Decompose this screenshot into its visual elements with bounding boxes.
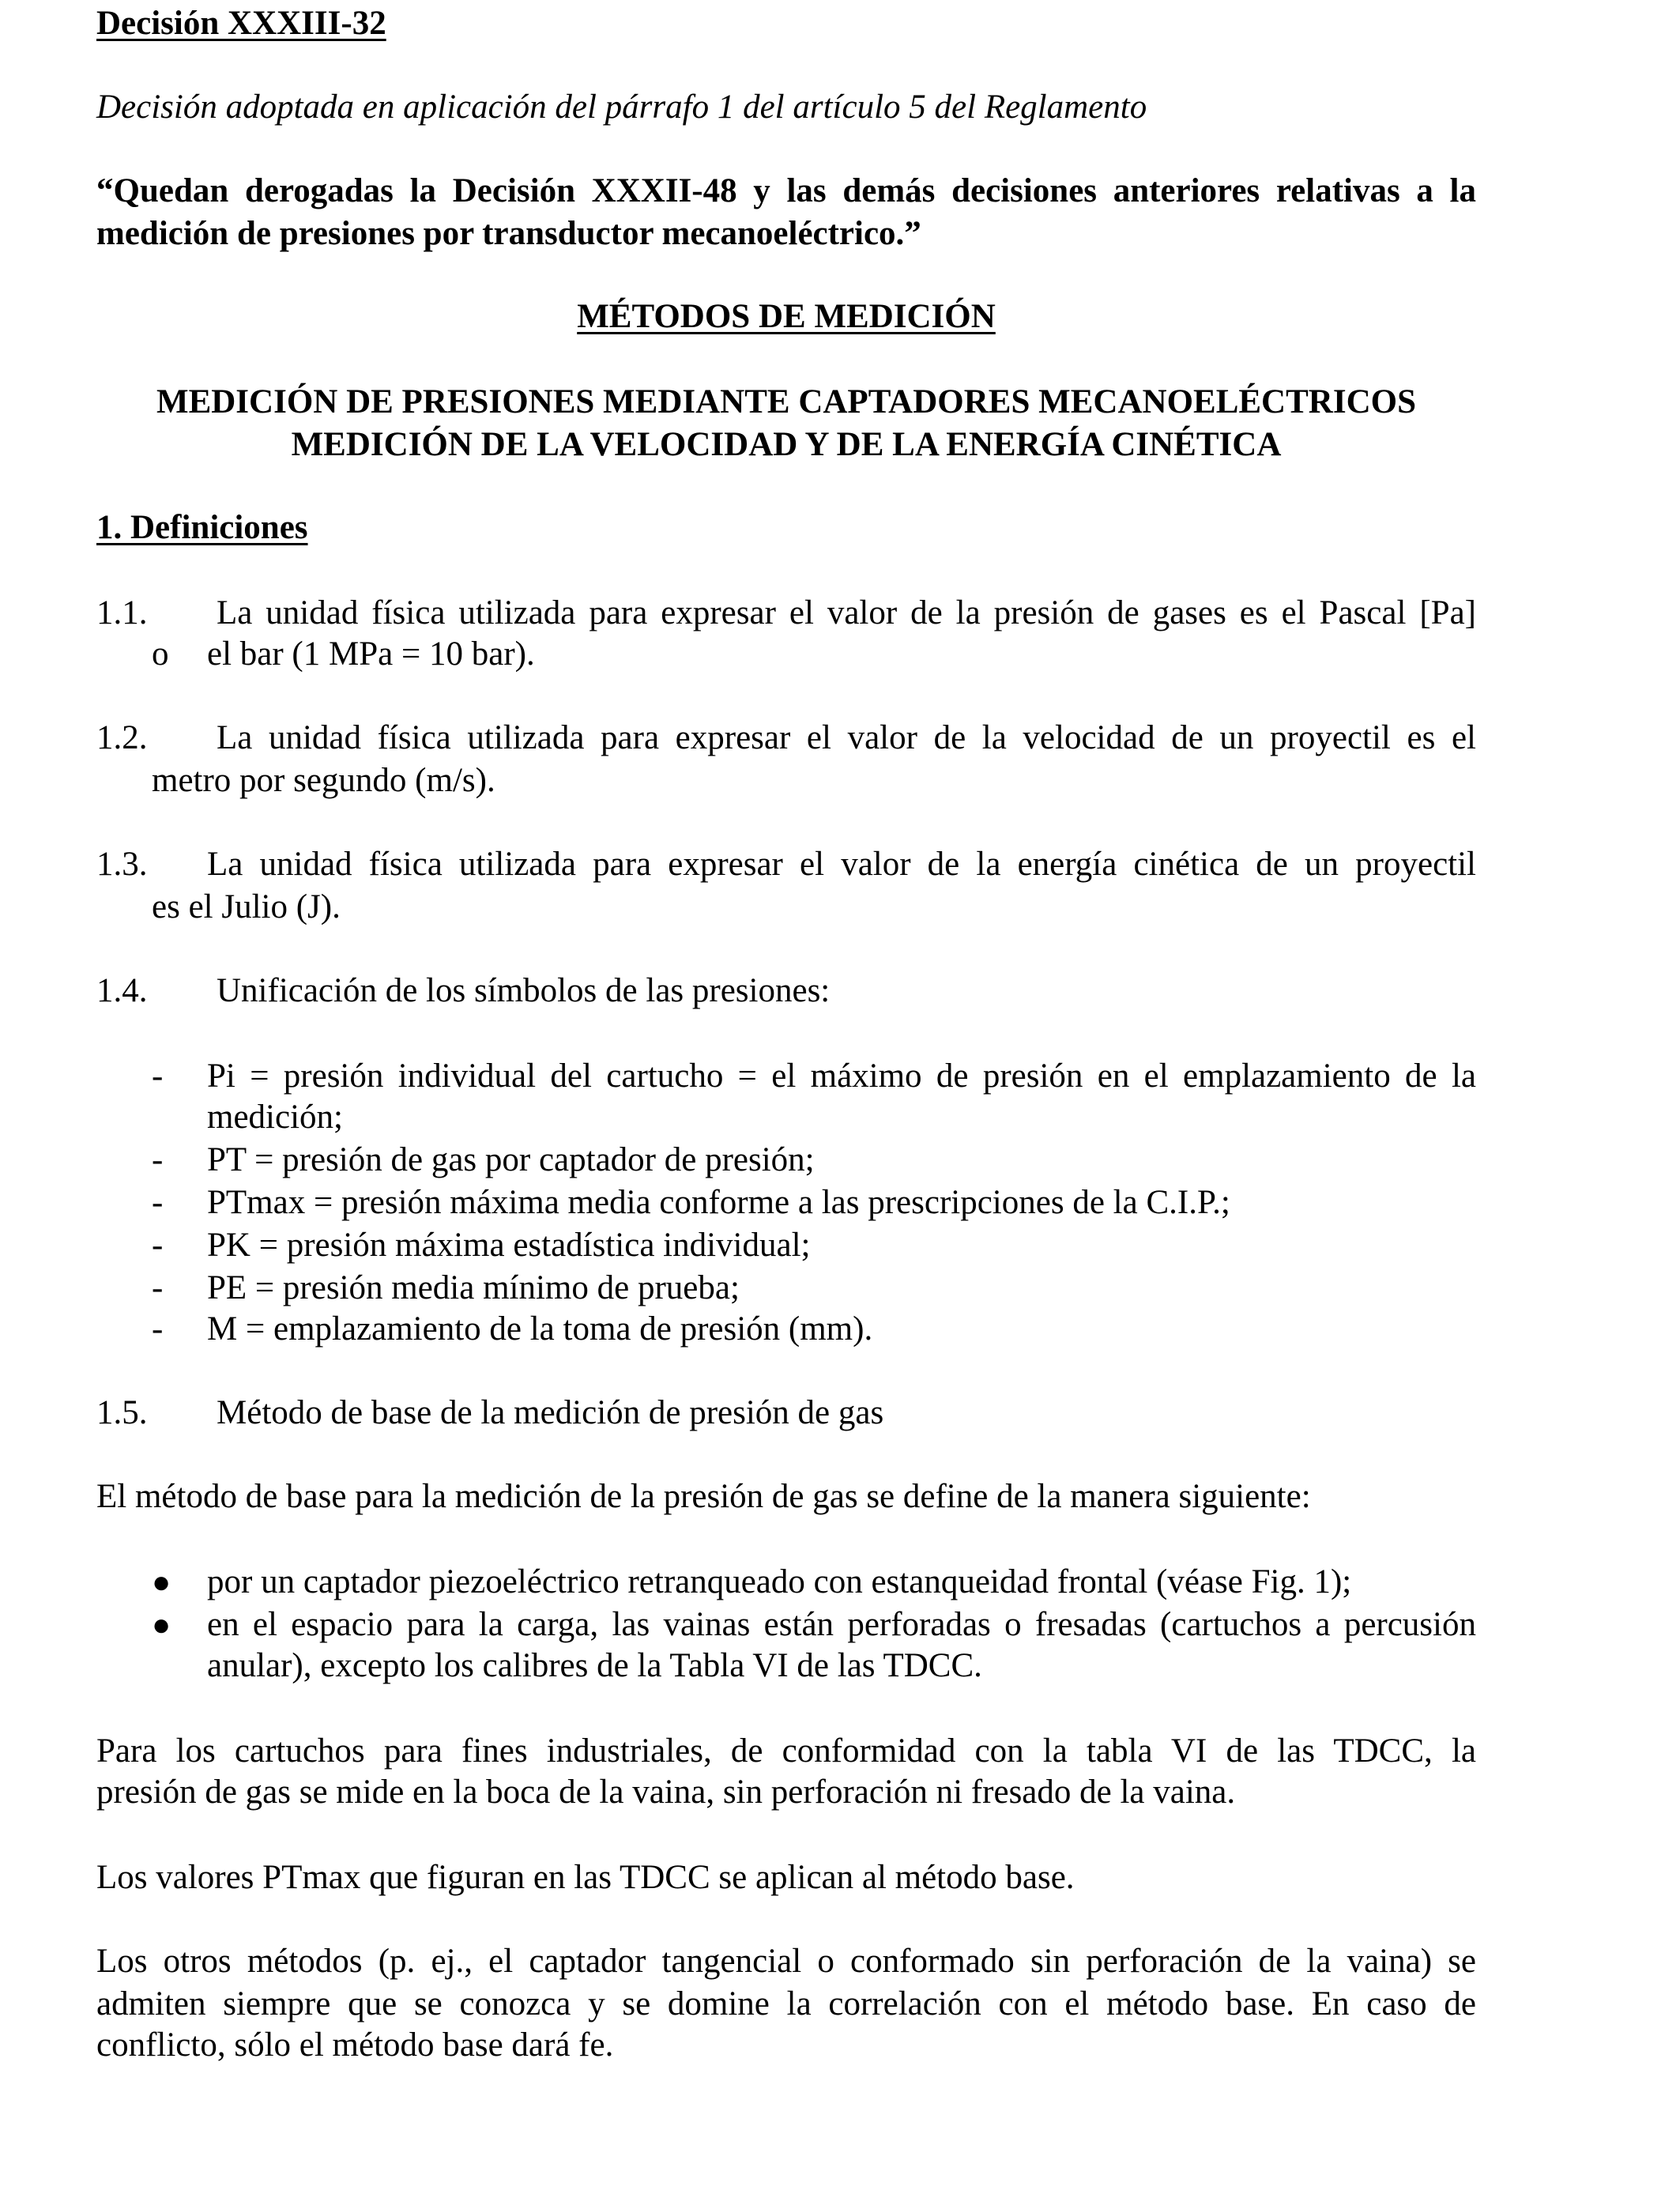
- bullet-icon: ●: [152, 1607, 171, 1642]
- paragraph-1-2-continuation: metro por segundo (m/s).: [152, 762, 495, 799]
- paragraph-text: La unidad física utilizada para expresar el valor de la velocidad de un proyectil es el: [217, 719, 1476, 756]
- list-item-text: M = emplazamiento de la toma de presión (mm).: [207, 1310, 873, 1348]
- section-heading-definitions: 1. Definiciones: [96, 509, 308, 546]
- decision-heading: Decisión XXXIII-32: [96, 5, 386, 42]
- paragraph-number: 1.2.: [96, 719, 148, 756]
- methods-subtitle-line2: MEDICIÓN DE LA VELOCIDAD Y DE LA ENERGÍA CINÉTICA: [291, 426, 1282, 463]
- paragraph-text: La unidad física utilizada para expresar el valor de la energía cinética de un proyectil: [207, 846, 1476, 883]
- decision-subtitle: Decisión adoptada en aplicación del párrafo 1 del artículo 5 del Reglamento: [96, 89, 1147, 126]
- industrial-paragraph-line1: Para los cartuchos para fines industriales, de conformidad con la tabla VI de las TDCC, la: [96, 1732, 1476, 1770]
- dash-marker: -: [152, 1310, 164, 1348]
- list-item-text: por un captador piezoeléctrico retranqueado con estanqueidad frontal (véase Fig. 1);: [207, 1563, 1352, 1600]
- base-method-intro: El método de base para la medición de la presión de gas se define de la manera siguiente:: [96, 1478, 1311, 1515]
- paragraph-text: Unificación de los símbolos de las presiones:: [217, 972, 831, 1009]
- paragraph-text: La unidad física utilizada para expresar el valor de la presión de gases es el Pascal [Pa]: [217, 594, 1476, 631]
- paragraph-number: 1.5.: [96, 1394, 148, 1431]
- list-item-text: anular), excepto los calibres de la Tabla VI de las TDCC.: [207, 1647, 982, 1684]
- list-item-text: PT = presión de gas por captador de presión;: [207, 1141, 815, 1178]
- other-methods-line1: Los otros métodos (p. ej., el captador tangencial o conformado sin perforación de la vaina) se: [96, 1943, 1476, 1980]
- list-item-text: PK = presión máxima estadística individual;: [207, 1227, 811, 1264]
- industrial-paragraph-line2: presión de gas se mide en la boca de la vaina, sin perforación ni fresado de la vaina.: [96, 1774, 1236, 1811]
- methods-subtitle-line1: MEDICIÓN DE PRESIONES MEDIANTE CAPTADORES MECANOELÉCTRICOS: [156, 383, 1416, 420]
- paragraph-text: el bar (1 MPa = 10 bar).: [207, 635, 535, 673]
- dash-marker: -: [152, 1269, 164, 1306]
- paragraph-number: 1.3.: [96, 846, 148, 883]
- other-methods-line2: admiten siempre que se conozca y se domine la correlación con el método base. En caso de: [96, 1985, 1476, 2022]
- list-item-text: medición;: [207, 1099, 343, 1136]
- paragraph-prefix: o: [152, 635, 169, 673]
- list-item-text: en el espacio para la carga, las vainas están perforadas o fresadas (cartuchos a percusión: [207, 1606, 1476, 1643]
- paragraph-number: 1.1.: [96, 594, 148, 631]
- list-item-text: PTmax = presión máxima media conforme a las prescripciones de la C.I.P.;: [207, 1184, 1230, 1221]
- dash-marker: -: [152, 1184, 164, 1221]
- list-item-text: Pi = presión individual del cartucho = el máximo de presión en el emplazamiento de la: [207, 1057, 1476, 1095]
- list-item-text: PE = presión media mínimo de prueba;: [207, 1269, 740, 1306]
- bullet-icon: ●: [152, 1564, 171, 1600]
- methods-title: MÉTODOS DE MEDICIÓN: [577, 298, 996, 335]
- paragraph-number: 1.4.: [96, 972, 148, 1009]
- dash-marker: -: [152, 1057, 164, 1095]
- paragraph-text: Método de base de la medición de presión de gas: [217, 1394, 884, 1431]
- dash-marker: -: [152, 1227, 164, 1264]
- decision-quote-line2: medición de presiones por transductor mecanoeléctrico.”: [96, 215, 921, 252]
- other-methods-line3: conflicto, sólo el método base dará fe.: [96, 2026, 614, 2064]
- paragraph-1-3-continuation: es el Julio (J).: [152, 888, 341, 925]
- ptmax-note: Los valores PTmax que figuran en las TDCC se aplican al método base.: [96, 1859, 1075, 1896]
- dash-marker: -: [152, 1141, 164, 1178]
- decision-quote-line1: “Quedan derogadas la Decisión XXXII-48 y las demás decisiones anteriores relativas a la: [96, 172, 1476, 209]
